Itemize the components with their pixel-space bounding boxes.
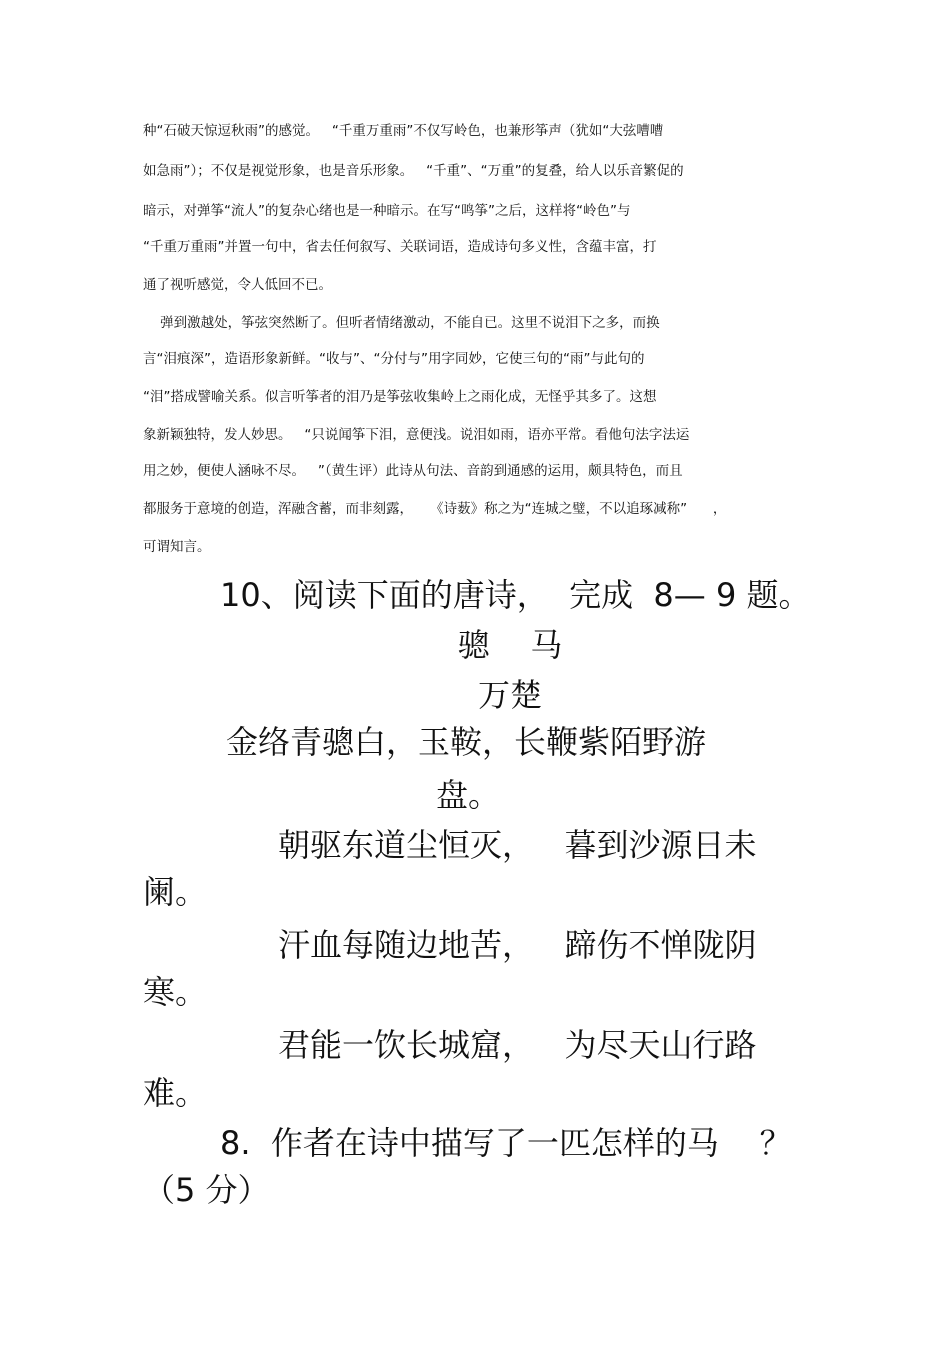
question-header: 10、阅读下面的唐诗， 完成 8— 9 题。 — [220, 576, 811, 614]
commentary-line-9: 象新颖独特，发人妙思。 “只说闻筝下泪，意便浅。说泪如雨，语亦平常。看他句法字法运 — [143, 427, 690, 443]
poem-title: 骢 马 — [457, 626, 563, 664]
commentary-line-7: 言“泪痕深”，造语形象新鲜。“收与”、“分付与”用字同妙，它使三句的“雨”与此句的 — [143, 351, 645, 367]
poem-line-3-wrap: 寒。 — [143, 973, 208, 1011]
commentary-line-4: “千重万重雨”并置一句中，省去任何叙写、关联词语，造成诗句多义性，含蕴丰富，打 — [143, 239, 657, 255]
poem-line-1-wrap: 盘。 — [436, 776, 501, 814]
commentary-line-2: 如急雨”）；不仅是视觉形象，也是音乐形象。 “千重”、“万重”的复叠，给人以乐音繁促的 — [143, 163, 684, 179]
poem-line-2: 朝驱东道尘恒灭， 暮到沙源日未 — [278, 826, 757, 864]
commentary-line-3: 暗示，对弹筝“流人”的复杂心绪也是一种暗示。在写“鸣筝”之后，这样将“岭色”与 — [143, 203, 631, 219]
poem-line-3: 汗血每随边地苦， 蹄伤不惮陇阴 — [278, 926, 757, 964]
poem-line-2-wrap: 阑。 — [143, 873, 208, 911]
poem-line-4-wrap: 难。 — [143, 1074, 208, 1112]
commentary-line-11: 都服务于意境的创造，浑融含蓄，而非刻露， 《诗薮》称之为“连城之璧，不以追琢减称” ， — [143, 501, 727, 517]
poem-author: 万楚 — [477, 676, 542, 714]
poem-line-1: 金络青骢白，玉鞍，长鞭紫陌野游 — [226, 723, 707, 761]
poem-line-4: 君能一饮长城窟， 为尽天山行路 — [278, 1026, 757, 1064]
question-8-score: （5 分） — [143, 1171, 270, 1209]
commentary-line-1: 种“石破天惊逗秋雨”的感觉。 “千重万重雨”不仅写岭色，也兼形筝声（犹如“大弦嘈嘈 — [143, 123, 664, 139]
question-8: 8. 作者在诗中描写了一匹怎样的马 ？ — [220, 1124, 792, 1162]
commentary-line-10: 用之妙，便使人涵咏不尽。 ”（黄生评）此诗从句法、音韵到通感的运用，颇具特色，而且 — [143, 463, 683, 479]
commentary-line-12: 可谓知言。 — [143, 539, 211, 555]
commentary-line-6: 弹到激越处，筝弦突然断了。但听者情绪激动，不能自已。这里不说泪下之多，而换 — [143, 315, 660, 331]
commentary-line-8: “泪”搭成譬喻关系。似言听筝者的泪乃是筝弦收集岭上之雨化成，无怪乎其多了。这想 — [143, 389, 657, 405]
commentary-line-5: 通了视听感觉，令人低回不已。 — [143, 277, 332, 293]
